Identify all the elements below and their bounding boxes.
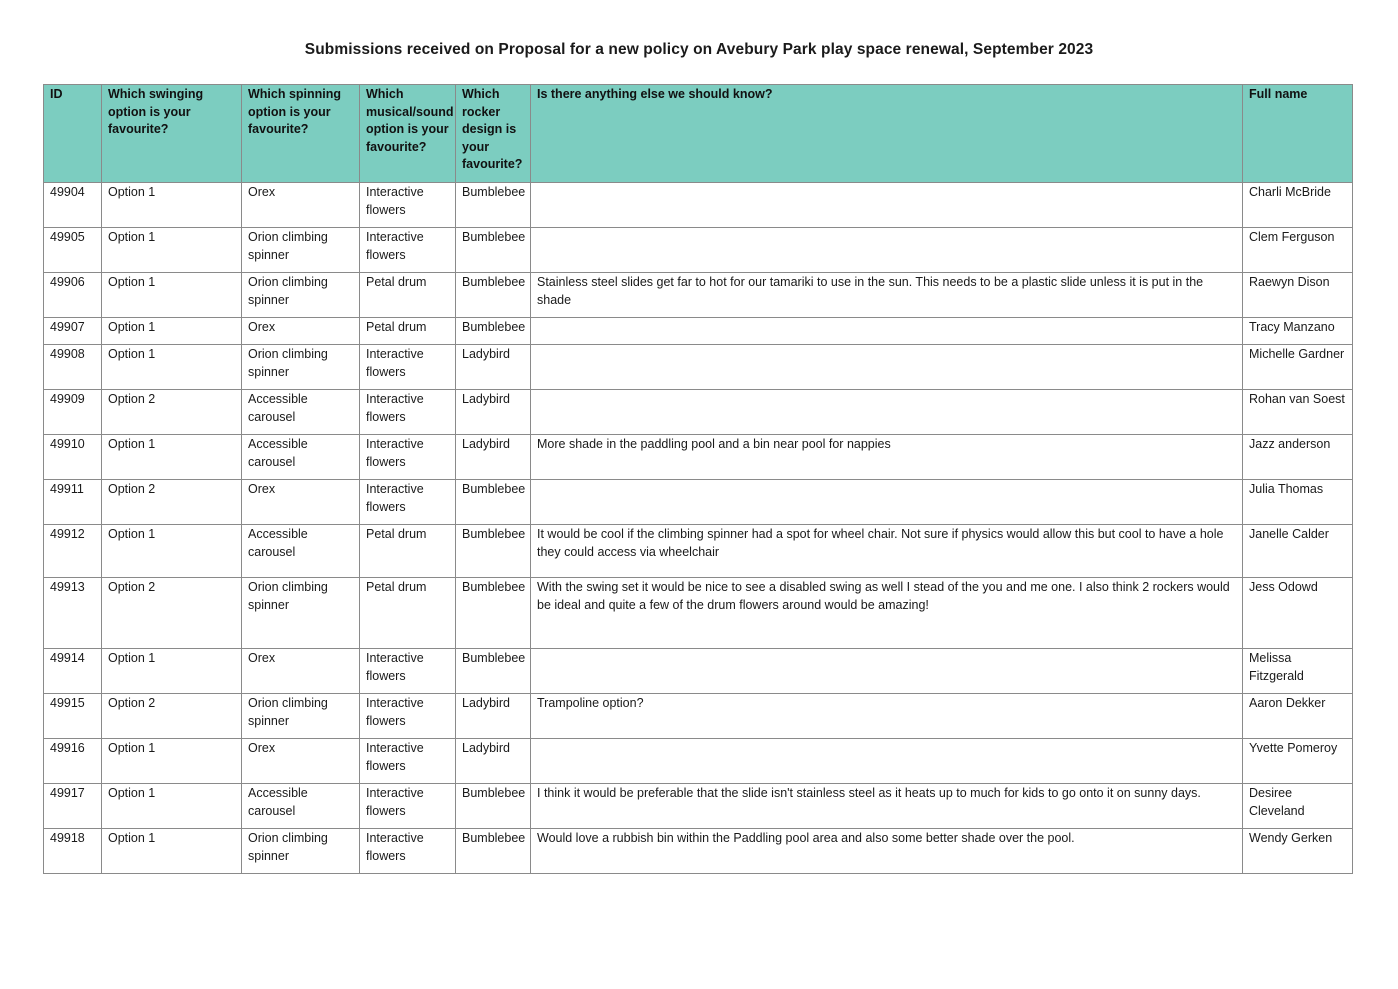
cell-spinning: Orex xyxy=(242,739,360,784)
cell-rocker: Bumblebee xyxy=(456,183,531,228)
cell-swinging: Option 1 xyxy=(102,183,242,228)
cell-rocker: Bumblebee xyxy=(456,578,531,649)
cell-anything-else xyxy=(531,390,1243,435)
cell-id: 49914 xyxy=(44,649,102,694)
cell-spinning: Orex xyxy=(242,318,360,345)
cell-spinning: Orion climbing spinner xyxy=(242,694,360,739)
cell-musical: Interactive flowers xyxy=(360,228,456,273)
cell-anything-else xyxy=(531,318,1243,345)
cell-swinging: Option 1 xyxy=(102,345,242,390)
cell-full-name: Aaron Dekker xyxy=(1243,694,1353,739)
cell-full-name: Charli McBride xyxy=(1243,183,1353,228)
cell-swinging: Option 1 xyxy=(102,525,242,578)
cell-full-name: Michelle Gardner xyxy=(1243,345,1353,390)
column-header-swinging: Which swinging option is your favourite? xyxy=(102,85,242,183)
table-row xyxy=(44,480,1353,525)
cell-musical: Interactive flowers xyxy=(360,784,456,829)
cell-full-name: Tracy Manzano xyxy=(1243,318,1353,345)
cell-musical: Interactive flowers xyxy=(360,480,456,525)
cell-id: 49916 xyxy=(44,739,102,784)
cell-full-name: Wendy Gerken xyxy=(1243,829,1353,874)
cell-anything-else: It would be cool if the climbing spinner had a spot for wheel chair. Not sure if physics would allow this but cool to have a hole they could access via wheelchair xyxy=(531,525,1243,578)
cell-anything-else xyxy=(531,345,1243,390)
column-header-spinning: Which spinning option is your favourite? xyxy=(242,85,360,183)
cell-swinging: Option 2 xyxy=(102,480,242,525)
cell-rocker: Bumblebee xyxy=(456,649,531,694)
cell-id: 49913 xyxy=(44,578,102,649)
cell-musical: Interactive flowers xyxy=(360,829,456,874)
table-row xyxy=(44,784,1353,829)
cell-musical: Petal drum xyxy=(360,578,456,649)
cell-swinging: Option 1 xyxy=(102,829,242,874)
cell-anything-else xyxy=(531,480,1243,525)
table-row xyxy=(44,228,1353,273)
cell-musical: Interactive flowers xyxy=(360,649,456,694)
cell-full-name: Raewyn Dison xyxy=(1243,273,1353,318)
cell-id: 49906 xyxy=(44,273,102,318)
cell-rocker: Bumblebee xyxy=(456,480,531,525)
cell-rocker: Ladybird xyxy=(456,345,531,390)
cell-swinging: Option 1 xyxy=(102,228,242,273)
cell-spinning: Orion climbing spinner xyxy=(242,228,360,273)
cell-spinning: Orion climbing spinner xyxy=(242,829,360,874)
cell-spinning: Orion climbing spinner xyxy=(242,273,360,318)
cell-spinning: Accessible carousel xyxy=(242,525,360,578)
table-row xyxy=(44,739,1353,784)
cell-rocker: Bumblebee xyxy=(456,784,531,829)
cell-anything-else xyxy=(531,228,1243,273)
column-header-musical: Which musical/sound option is your favourite? xyxy=(360,85,456,183)
submissions-table xyxy=(43,84,1353,874)
table-row xyxy=(44,273,1353,318)
cell-swinging: Option 1 xyxy=(102,318,242,345)
cell-anything-else: Trampoline option? xyxy=(531,694,1243,739)
cell-anything-else xyxy=(531,183,1243,228)
table-row xyxy=(44,390,1353,435)
cell-full-name: Jazz anderson xyxy=(1243,435,1353,480)
cell-id: 49907 xyxy=(44,318,102,345)
cell-musical: Interactive flowers xyxy=(360,694,456,739)
cell-full-name: Julia Thomas xyxy=(1243,480,1353,525)
cell-anything-else xyxy=(531,739,1243,784)
column-header-anything-else: Is there anything else we should know? xyxy=(531,85,1243,183)
cell-rocker: Bumblebee xyxy=(456,318,531,345)
cell-swinging: Option 1 xyxy=(102,649,242,694)
cell-musical: Interactive flowers xyxy=(360,345,456,390)
cell-spinning: Orex xyxy=(242,183,360,228)
cell-swinging: Option 1 xyxy=(102,273,242,318)
cell-anything-else: Would love a rubbish bin within the Paddling pool area and also some better shade over the pool. xyxy=(531,829,1243,874)
cell-full-name: Janelle Calder xyxy=(1243,525,1353,578)
cell-swinging: Option 2 xyxy=(102,390,242,435)
cell-anything-else xyxy=(531,649,1243,694)
cell-id: 49918 xyxy=(44,829,102,874)
cell-id: 49909 xyxy=(44,390,102,435)
cell-id: 49915 xyxy=(44,694,102,739)
cell-swinging: Option 2 xyxy=(102,578,242,649)
cell-anything-else: With the swing set it would be nice to see a disabled swing as well I stead of the you and me one. I also think 2 rockers would be ideal and quite a few of the drum flowers around would be amazing! xyxy=(531,578,1243,649)
cell-full-name: Rohan van Soest xyxy=(1243,390,1353,435)
cell-id: 49910 xyxy=(44,435,102,480)
cell-id: 49911 xyxy=(44,480,102,525)
cell-musical: Interactive flowers xyxy=(360,183,456,228)
cell-id: 49912 xyxy=(44,525,102,578)
cell-spinning: Orex xyxy=(242,480,360,525)
cell-anything-else: I think it would be preferable that the slide isn't stainless steel as it heats up to much for kids to go onto it on sunny days. xyxy=(531,784,1243,829)
page-title: Submissions received on Proposal for a new policy on Avebury Park play space renewal, September 2023 xyxy=(304,41,1094,58)
column-header-id: ID xyxy=(44,85,102,183)
cell-full-name: Melissa Fitzgerald xyxy=(1243,649,1353,694)
cell-swinging: Option 1 xyxy=(102,784,242,829)
cell-rocker: Ladybird xyxy=(456,435,531,480)
cell-swinging: Option 1 xyxy=(102,435,242,480)
cell-musical: Petal drum xyxy=(360,273,456,318)
table-row xyxy=(44,345,1353,390)
cell-rocker: Ladybird xyxy=(456,390,531,435)
cell-full-name: Yvette Pomeroy xyxy=(1243,739,1353,784)
cell-anything-else: More shade in the paddling pool and a bin near pool for nappies xyxy=(531,435,1243,480)
table-body xyxy=(44,183,1353,874)
cell-spinning: Accessible carousel xyxy=(242,390,360,435)
cell-musical: Interactive flowers xyxy=(360,739,456,784)
table-row xyxy=(44,649,1353,694)
table-row xyxy=(44,183,1353,228)
cell-anything-else: Stainless steel slides get far to hot for our tamariki to use in the sun. This needs to be a plastic slide unless it is put in the shade xyxy=(531,273,1243,318)
cell-rocker: Bumblebee xyxy=(456,273,531,318)
table-row xyxy=(44,318,1353,345)
cell-rocker: Bumblebee xyxy=(456,228,531,273)
cell-spinning: Accessible carousel xyxy=(242,784,360,829)
column-header-rocker: Which rocker design is your favourite? xyxy=(456,85,531,183)
cell-spinning: Orion climbing spinner xyxy=(242,578,360,649)
cell-musical: Petal drum xyxy=(360,318,456,345)
table-header xyxy=(44,85,1353,183)
cell-id: 49904 xyxy=(44,183,102,228)
table-row xyxy=(44,525,1353,578)
cell-musical: Petal drum xyxy=(360,525,456,578)
cell-swinging: Option 1 xyxy=(102,739,242,784)
cell-musical: Interactive flowers xyxy=(360,390,456,435)
cell-id: 49917 xyxy=(44,784,102,829)
column-header-full-name: Full name xyxy=(1243,85,1353,183)
cell-rocker: Bumblebee xyxy=(456,525,531,578)
cell-full-name: Clem Ferguson xyxy=(1243,228,1353,273)
cell-full-name: Desiree Cleveland xyxy=(1243,784,1353,829)
cell-spinning: Orion climbing spinner xyxy=(242,345,360,390)
table-row xyxy=(44,694,1353,739)
table-row xyxy=(44,435,1353,480)
cell-spinning: Orex xyxy=(242,649,360,694)
cell-id: 49905 xyxy=(44,228,102,273)
cell-rocker: Ladybird xyxy=(456,694,531,739)
cell-musical: Interactive flowers xyxy=(360,435,456,480)
cell-spinning: Accessible carousel xyxy=(242,435,360,480)
cell-rocker: Bumblebee xyxy=(456,829,531,874)
header-row xyxy=(44,85,1353,183)
cell-full-name: Jess Odowd xyxy=(1243,578,1353,649)
cell-rocker: Ladybird xyxy=(456,739,531,784)
table-row xyxy=(44,829,1353,874)
table-row xyxy=(44,578,1353,649)
cell-id: 49908 xyxy=(44,345,102,390)
cell-swinging: Option 2 xyxy=(102,694,242,739)
